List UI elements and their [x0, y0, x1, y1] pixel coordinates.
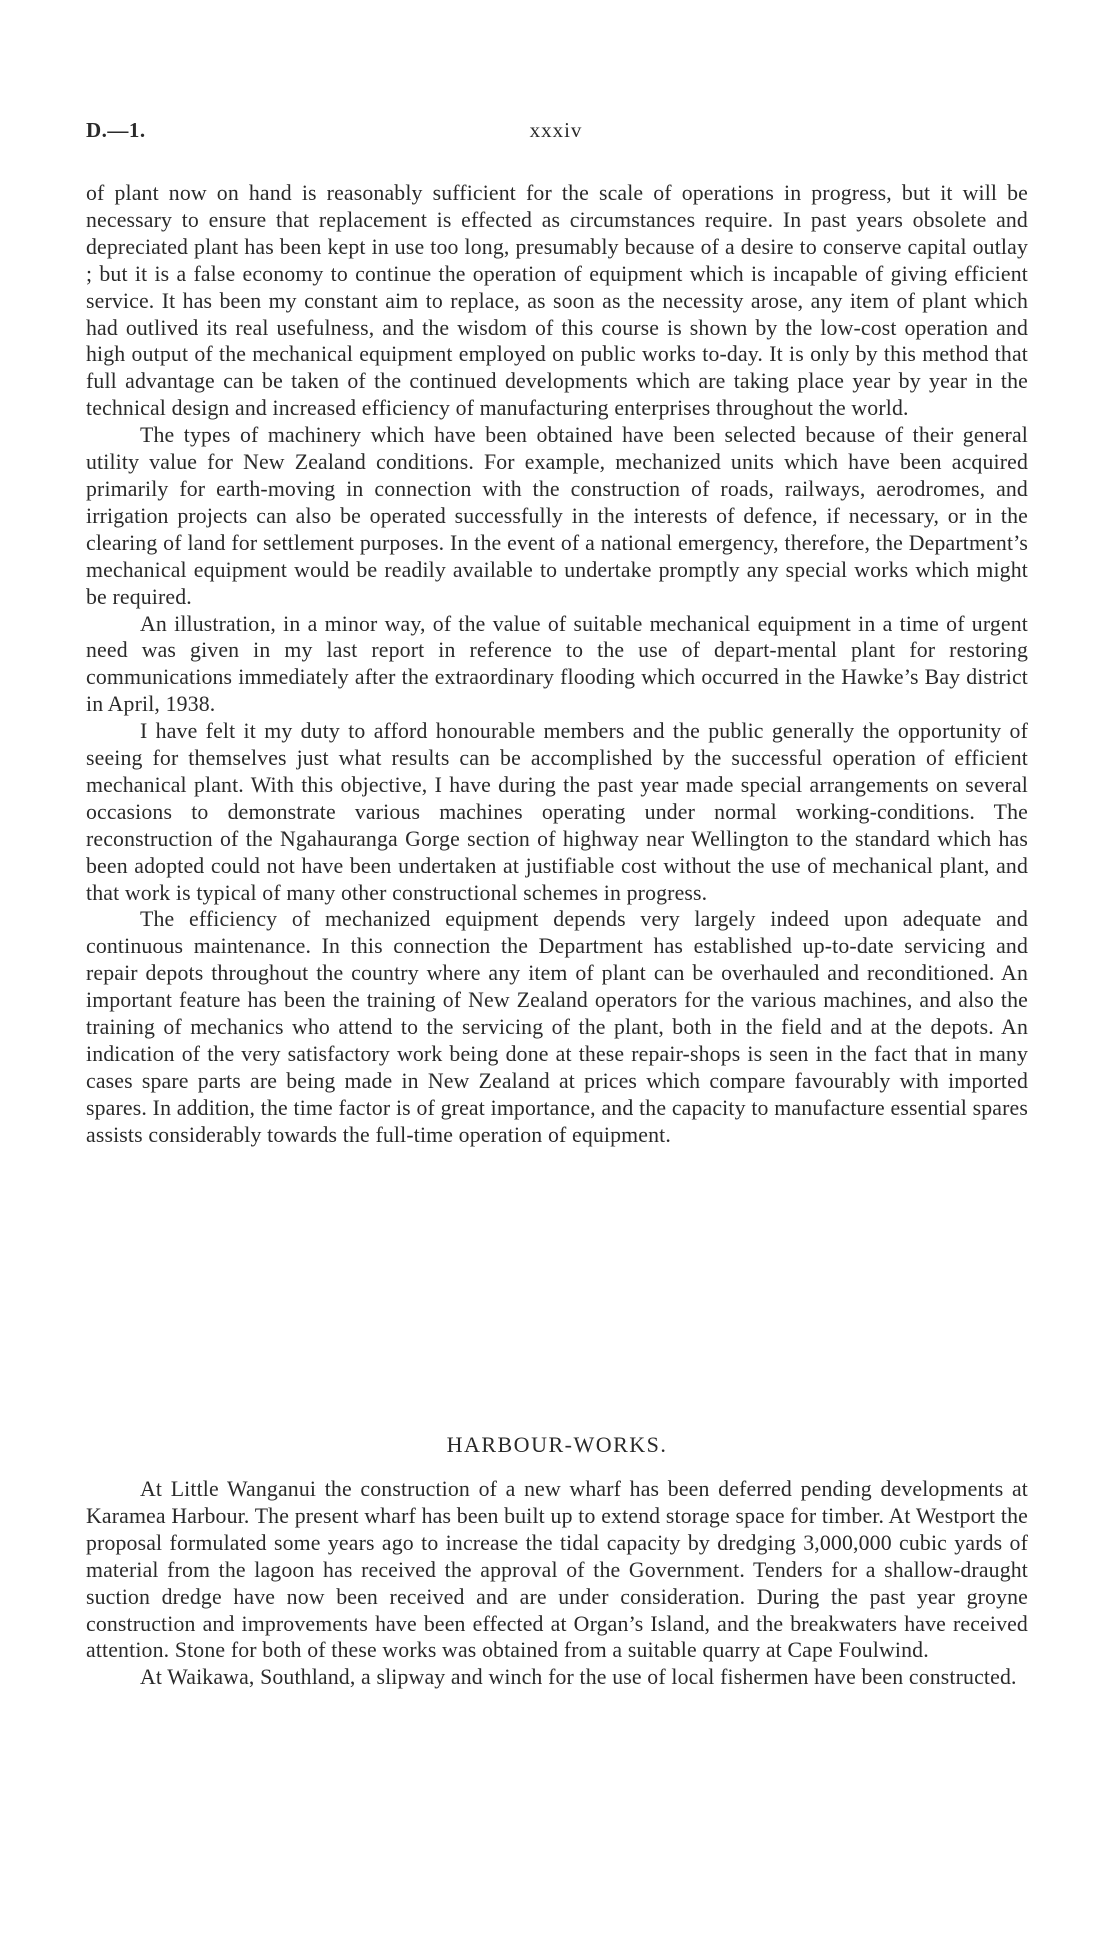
section-heading-harbour-works: HARBOUR-WORKS. [446, 1432, 668, 1457]
paragraph-demonstrations: I have felt it my duty to afford honourable members and the public generally the opportunity of seeing for themselves just what results can be accomplished by the successful operation of efficient mechanical plant. With this objective, I have during the past year made special arrangements on several occasions to demonstrate various machines operating under normal working-conditions. The reconstruction of the Ngahauranga Gorge section of highway near Wellington to the standard which has been adopted could not have been undertaken at justifiable cost without the use of mechanical plant, and that work is typical of many other constructional schemes in progress. [86, 719, 1028, 905]
harbour-works-text [86, 1476, 1028, 1691]
paragraph-little-wanganui: At Little Wanganui the construction of a new wharf has been deferred pending developments at Karamea Harbour. The present wharf has been built up to extend storage space for timber. At Westport the proposal formulated some years ago to increase the tidal capacity by dredging 3,000,000 cubic yards of material from the lagoon has received the approval of the Government. Tenders for a shallow-draught suction dredge have now been received and are under consideration. During the past year groyne construction and improvements have been effected at Organ’s Island, and the breakwaters have received attention. Stone for both of these works was obtained from a suitable quarry at Cape Foulwind. [86, 1477, 1028, 1663]
paragraph-flood-illustration: An illustration, in a minor way, of the value of suitable mechanical equipment in a time of urgent need was given in my last report in reference to the use of depart-mental plant for restoring communications immediately after the extraordinary flooding which occurred in the Hawke’s Bay district in April, 1938. [86, 611, 1028, 717]
paragraph-machinery-types: The types of machinery which have been obtained have been selected because of their general utility value for New Zealand conditions. For example, mechanized units which have been acquired primarily for earth-moving in connection with the construction of roads, railways, aerodromes, and irrigation projects can also be operated successfully in the interests of defence, if necessary, or in the clearing of land for settlement purposes. In the event of a national emergency, therefore, the Department’s mechanical equipment would be readily available to undertake promptly any special works which might be required. [86, 423, 1028, 609]
document-code: D.—1. [86, 118, 146, 142]
paragraph-plant-replacement: of plant now on hand is reasonably sufficient for the scale of operations in progress, but it will be necessary to ensure that replacement is effected as circumstances require. In past years obsolete and depreciated plant has been kept in use too long, presumably because of a desire to conserve capital outlay ; but it is a false economy to continue the operation of equipment which is incapable of giving efficient service. It has been my constant aim to replace, as soon as the necessity arose, any item of plant which had outlived its real usefulness, and the wisdom of this course is shown by the low-cost operation and high output of the mechanical equipment employed on public works to-day. It is only by this method that full advantage can be taken of the continued developments which are taking place year by year in the technical design and increased efficiency of manufacturing enterprises throughout the world. [86, 181, 1028, 421]
page-number: xxxiv [529, 118, 583, 142]
page-header [86, 118, 1026, 148]
paragraph-maintenance: The efficiency of mechanized equipment depends very largely indeed upon adequate and continuous maintenance. In this connection the Department has established up-to-date servicing and repair depots throughout the country where any item of plant can be overhauled and reconditioned. An important feature has been the training of New Zealand operators for the various machines, and also the training of mechanics who attend to the servicing of the plant, both in the field and at the depots. An indication of the very satisfactory work being done at these repair-shops is seen in the fact that in many cases spare parts are being made in New Zealand at prices which compare favourably with imported spares. In addition, the time factor is of great importance, and the capacity to manufacture essential spares assists considerably towards the full-time operation of equipment. [86, 907, 1028, 1147]
paragraph-waikawa: At Waikawa, Southland, a slipway and winch for the use of local fishermen have been constructed. [140, 1665, 1017, 1690]
body-text [86, 180, 1028, 1149]
